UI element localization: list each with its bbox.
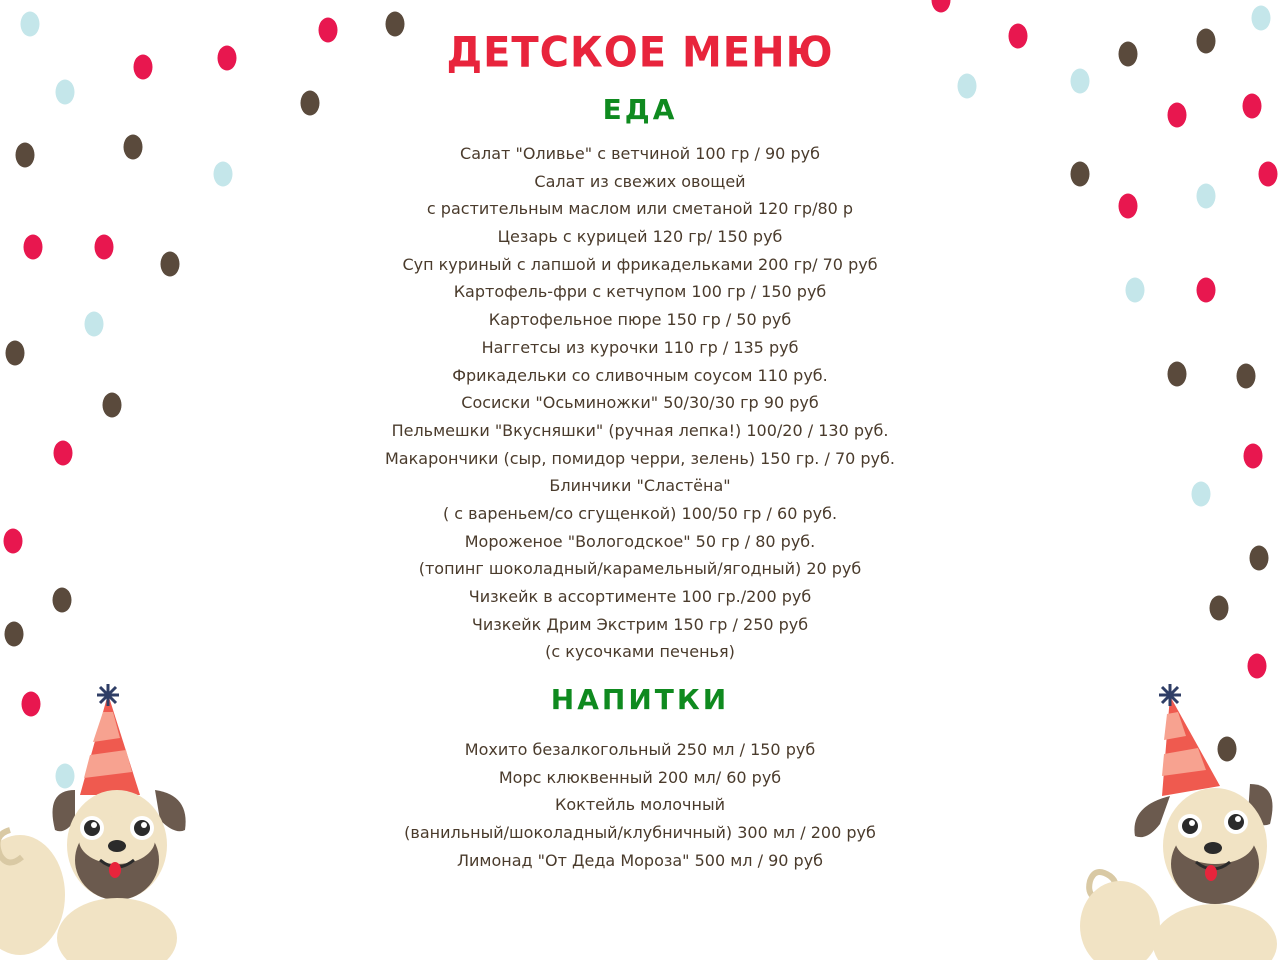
menu-item: с растительным маслом или сметаной 120 гр/80 р bbox=[426, 199, 854, 219]
menu-item: Коктейль молочный bbox=[555, 795, 725, 815]
food-section-title: ЕДА bbox=[602, 93, 678, 126]
confetti-dot bbox=[56, 80, 75, 105]
confetti-dot bbox=[21, 12, 40, 37]
menu-item: (с кусочками печенья) bbox=[545, 642, 735, 662]
pug-in-party-hat-icon bbox=[1080, 676, 1280, 960]
confetti-dot bbox=[958, 74, 977, 99]
menu-item: Салат "Оливье" с ветчиной 100 гр / 90 руб bbox=[460, 144, 820, 163]
menu-item: Мохито безалкогольный 250 мл / 150 руб bbox=[464, 740, 816, 760]
confetti-dot bbox=[1252, 6, 1271, 31]
kids-menu bbox=[330, 22, 950, 875]
confetti-dot bbox=[1250, 546, 1269, 571]
menu-item: Чизкейк в ассортименте 100 гр./200 руб bbox=[468, 587, 812, 606]
menu-item: Цезарь с курицей 120 гр/ 150 руб bbox=[497, 227, 783, 247]
confetti-dot bbox=[1192, 482, 1211, 507]
drinks-list bbox=[330, 736, 950, 874]
menu-item: Картофельное пюре 150 гр / 50 руб bbox=[488, 310, 792, 330]
confetti-dot bbox=[932, 0, 951, 13]
confetti-dot bbox=[1210, 596, 1229, 621]
menu-item: Картофель-фри с кетчупом 100 гр / 150 руб bbox=[453, 282, 827, 302]
confetti-dot bbox=[161, 252, 180, 277]
menu-item: Мороженое "Вологодское" 50 гр / 80 руб. bbox=[464, 531, 816, 551]
drinks-section-title: НАПИТКИ bbox=[550, 683, 730, 717]
confetti-dot bbox=[1009, 24, 1028, 49]
menu-item: Макарончики (сыр, помидор черри, зелень) 150 гр. / 70 руб. bbox=[385, 448, 895, 468]
confetti-dot bbox=[16, 143, 35, 168]
pug-in-party-hat-icon bbox=[0, 680, 200, 960]
menu-title: ДЕТСКОЕ МЕНЮ bbox=[446, 28, 834, 78]
confetti-dot bbox=[103, 393, 122, 418]
confetti-dot bbox=[1259, 162, 1278, 187]
confetti-dot bbox=[85, 312, 104, 337]
confetti-dot bbox=[1119, 42, 1138, 67]
confetti-dot bbox=[134, 55, 153, 80]
menu-item: Сосиски "Осьминожки" 50/30/30 гр 90 руб bbox=[461, 393, 819, 413]
confetti-dot bbox=[218, 46, 237, 71]
confetti-dot bbox=[1197, 29, 1216, 54]
confetti-dot bbox=[1119, 194, 1138, 219]
confetti-dot bbox=[1197, 278, 1216, 303]
menu-item: Салат из свежих овощей bbox=[534, 171, 746, 191]
confetti-dot bbox=[4, 529, 23, 554]
menu-item: Фрикадельки со сливочным соусом 110 руб. bbox=[452, 365, 828, 385]
menu-item: (ванильный/шоколадный/клубничный) 300 мл / 200 руб bbox=[404, 823, 876, 843]
confetti-dot bbox=[1243, 94, 1262, 119]
menu-item: Чизкейк Дрим Экстрим 150 гр / 250 руб bbox=[471, 614, 809, 634]
confetti-dot bbox=[1168, 362, 1187, 387]
confetti-dot bbox=[1244, 444, 1263, 469]
menu-item: Лимонад "От Деда Мороза" 500 мл / 90 руб bbox=[456, 850, 824, 870]
confetti-dot bbox=[95, 235, 114, 260]
confetti-dot bbox=[301, 91, 320, 116]
menu-item: Пельмешки "Вкусняшки" (ручная лепка!) 100/20 / 130 руб. bbox=[391, 420, 889, 440]
menu-item: Блинчики "Сластёна" bbox=[549, 476, 731, 496]
confetti-dot bbox=[1197, 184, 1216, 209]
menu-item: ( с вареньем/со сгущенкой) 100/50 гр / 60 руб. bbox=[442, 503, 838, 523]
food-list bbox=[330, 140, 950, 666]
confetti-dot bbox=[54, 441, 73, 466]
confetti-dot bbox=[124, 135, 143, 160]
confetti-dot bbox=[1126, 278, 1145, 303]
confetti-dot bbox=[1248, 654, 1267, 679]
confetti-dot bbox=[1237, 364, 1256, 389]
menu-item: Морс клюквенный 200 мл/ 60 руб bbox=[498, 767, 782, 787]
confetti-dot bbox=[1168, 103, 1187, 128]
confetti-dot bbox=[6, 341, 25, 366]
menu-item: Суп куриный с лапшой и фрикадельками 200 гр/ 70 руб bbox=[402, 254, 878, 274]
confetti-dot bbox=[24, 235, 43, 260]
confetti-dot bbox=[5, 622, 24, 647]
menu-item: Наггетсы из курочки 110 гр / 135 руб bbox=[481, 337, 799, 357]
confetti-dot bbox=[1071, 69, 1090, 94]
confetti-dot bbox=[53, 588, 72, 613]
menu-item: (топинг шоколадный/карамельный/ягодный) 20 руб bbox=[418, 559, 862, 579]
confetti-dot bbox=[1071, 162, 1090, 187]
confetti-dot bbox=[214, 162, 233, 187]
